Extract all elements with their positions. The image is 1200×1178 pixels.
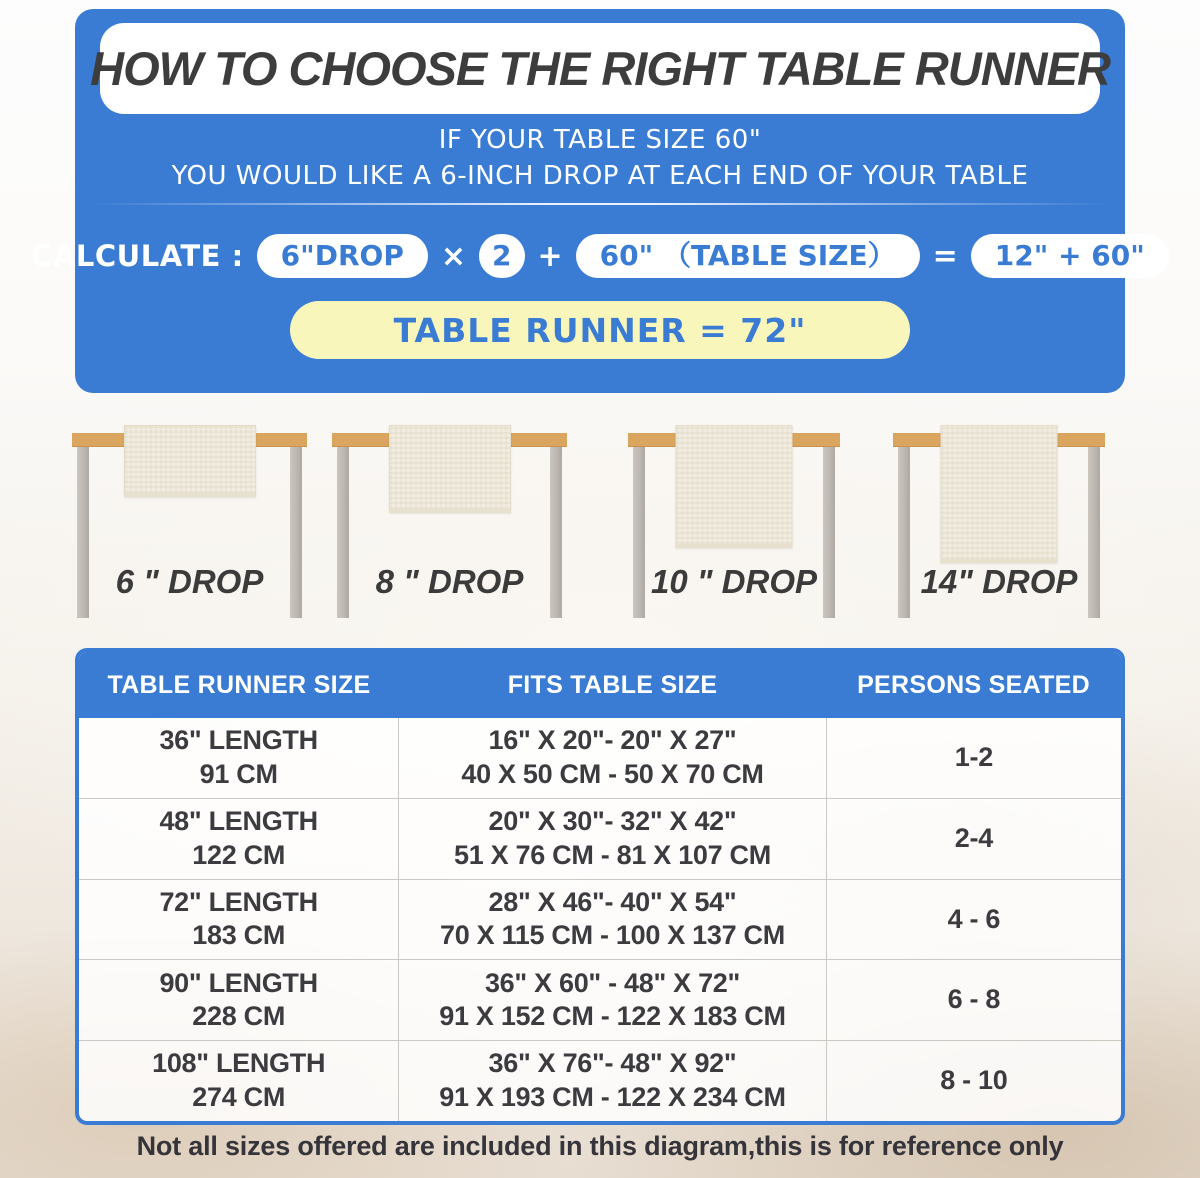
result-text: TABLE RUNNER = 72" (393, 310, 807, 350)
drop-figure-6 (72, 425, 307, 625)
persons-cell: 6 - 8 (947, 984, 1001, 1015)
drop-label: 10 " DROP (650, 563, 818, 600)
runner-size-cm: 91 CM (199, 758, 278, 789)
drop-label: 14" DROP (920, 563, 1078, 600)
runner-size-inches: 108" LENGTH (152, 1048, 326, 1079)
persons-cell: 2-4 (954, 822, 993, 853)
persons-cell: 8 - 10 (940, 1065, 1008, 1096)
subtitle-line-2: YOU WOULD LIKE A 6-INCH DROP AT EACH END OF YOUR TABLE (171, 161, 1029, 191)
runner-size-cm: 274 CM (192, 1082, 286, 1113)
table-row (79, 879, 1121, 960)
calculate-label: CALCULATE : (31, 239, 244, 273)
fits-size-inches: 36" X 76"- 48" X 92" (488, 1048, 737, 1079)
fits-size-cm: 91 X 152 CM - 122 X 183 CM (439, 1001, 786, 1032)
table-row (79, 718, 1121, 798)
fits-size-inches: 36" X 60" - 48" X 72" (484, 967, 741, 998)
equals-operator: = (932, 238, 958, 274)
page-title: HOW TO CHOOSE THE RIGHT TABLE RUNNER (90, 42, 1110, 95)
subtitle-line-1: IF YOUR TABLE SIZE 60" (438, 125, 762, 155)
fits-size-cell (399, 718, 826, 798)
runner-size-inches: 48" LENGTH (159, 805, 318, 836)
plus-operator: + (537, 238, 563, 274)
table-runner-swatch (124, 425, 256, 497)
runner-size-cell (79, 1041, 399, 1121)
fits-size-cm: 40 X 50 CM - 50 X 70 CM (461, 758, 764, 789)
table-row (79, 1040, 1121, 1121)
runner-size-cm: 183 CM (192, 920, 286, 951)
persons-cell: 1-2 (954, 742, 993, 773)
runner-size-inches: 72" LENGTH (159, 886, 318, 917)
runner-size-cell (79, 880, 399, 960)
drop-figure-14 (893, 425, 1105, 625)
header-runner-size: TABLE RUNNER SIZE (107, 670, 371, 699)
fits-size-cell (399, 960, 826, 1040)
fits-size-cell (399, 880, 826, 960)
times-operator: × (440, 238, 467, 274)
table-runner-swatch (941, 425, 1058, 563)
runner-size-inches: 36" LENGTH (159, 725, 318, 756)
formula-row (31, 230, 1145, 282)
divider-line (90, 203, 1110, 205)
size-chart (75, 648, 1125, 1125)
table-runner-swatch (676, 425, 793, 548)
fits-size-cm: 91 X 193 CM - 122 X 234 CM (439, 1082, 786, 1113)
runner-size-cell (79, 718, 399, 798)
sum-pill: 12" + 60" (971, 234, 1169, 279)
runner-size-cell (79, 960, 399, 1040)
title-box (90, 23, 1110, 114)
drop-figure-10 (628, 425, 840, 625)
runner-size-inches: 90" LENGTH (159, 967, 318, 998)
persons-cell: 4 - 6 (947, 903, 1001, 934)
header-fits-table-size: FITS TABLE SIZE (507, 670, 718, 699)
footer-note: Not all sizes offered are included in this diagram,this is for reference only (136, 1131, 1064, 1161)
drop-label: 8 " DROP (375, 563, 524, 600)
fits-size-cell (399, 799, 826, 879)
fits-size-cm: 70 X 115 CM - 100 X 137 CM (440, 920, 785, 951)
size-chart-body (79, 718, 1121, 1121)
fits-size-cell (399, 1041, 826, 1121)
fits-size-cm: 51 X 76 CM - 81 X 107 CM (454, 839, 771, 870)
runner-size-cm: 122 CM (192, 839, 286, 870)
table-runner-swatch (389, 425, 511, 513)
size-chart-header (79, 652, 1121, 718)
table-row (79, 959, 1121, 1040)
runner-size-cm: 228 CM (192, 1001, 286, 1032)
drop-figure-8 (332, 425, 567, 625)
result-pill (290, 301, 910, 359)
table-size-pill: 60" （TABLE SIZE） (576, 234, 920, 279)
multiplier-pill: 2 (479, 234, 524, 279)
fits-size-inches: 20" X 30"- 32" X 42" (488, 805, 737, 836)
fits-size-inches: 28" X 46"- 40" X 54" (488, 886, 737, 917)
fits-size-inches: 16" X 20"- 20" X 27" (488, 725, 737, 756)
runner-size-cell (79, 799, 399, 879)
table-row (79, 798, 1121, 879)
drop-pill: 6"DROP (257, 234, 428, 279)
header-persons-seated: PERSONS SEATED (857, 670, 1091, 699)
header-panel (31, 9, 1145, 393)
drop-label: 6 " DROP (115, 563, 264, 600)
